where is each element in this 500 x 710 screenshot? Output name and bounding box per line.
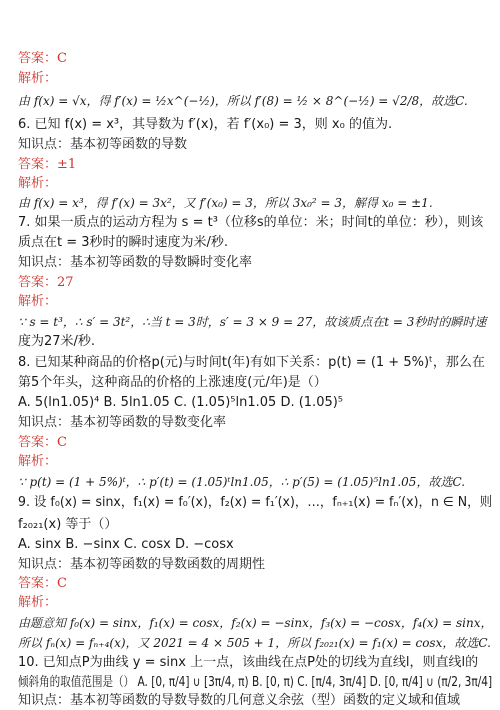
text-line: 7. 如果一质点的运动方程为 s = t³（位移s的单位：米；时间t的单位：秒），则该	[18, 215, 484, 230]
text-line: 8. 已知某种商品的价格p(元)与时间t(年)有如下关系：p(t) = (1 + 5%)ᵗ，那么在	[18, 355, 485, 370]
text-line: 由题意知 f₀(x) = sinx，f₁(x) = cosx，f₂(x) = −sinx，f₃(x) = −cosx，f₄(x) = sinx，	[18, 616, 493, 630]
text-line: ∵ s = t³，∴ s′ = 3t²，∴当 t = 3时，s′ = 3 × 9 = 27，故该质点在t = 3秒时的瞬时速	[18, 315, 487, 329]
text-line: 答案：C	[18, 435, 67, 450]
text-line: 质点在t = 3秒时的瞬时速度为米/秒.	[18, 235, 229, 250]
text-line: f₂₀₂₁(x) 等于（）	[18, 517, 118, 532]
text-line: 9. 设 f₀(x) = sinx，f₁(x) = f₀′(x)，f₂(x) = f₁′(x)，…，fₙ₊₁(x) = fₙ′(x)，n ∈ N，则	[18, 495, 493, 510]
text-line: 度为27米/秒.	[18, 334, 96, 349]
text-line: 由 f(x) = x³，得 f′(x) = 3x²，又 f′(x₀) = 3，所以 3x₀² = 3，解得 x₀ = ±1.	[18, 196, 433, 210]
text-line: 答案：C	[18, 51, 67, 66]
text-line: 10. 已知点P为曲线 y = sinx 上一点，该曲线在点P处的切线为直线l，则直线l的	[18, 655, 479, 670]
text-line: 解析：	[18, 454, 58, 469]
text-line: A. sinx B. −sinx C. cosx D. −cosx	[18, 537, 234, 552]
text-line: 解析：	[18, 176, 58, 191]
text-line: 解析：	[18, 294, 58, 309]
text-line: 知识点：基本初等函数的导数	[18, 137, 188, 152]
text-line: 答案：C	[18, 576, 67, 591]
text-line: 知识点：基本初等函数的导数函数的周期性	[18, 557, 266, 572]
text-line: 知识点：基本初等函数的导数瞬时变化率	[18, 255, 253, 270]
text-line: A. 5(ln1.05)⁴ B. 5ln1.05 C. (1.05)⁵ln1.05 D. (1.05)⁵	[18, 395, 344, 410]
text-line: 6. 已知 f(x) = x³，其导数为 f′(x)，若 f′(x₀) = 3，则 x₀ 的值为.	[18, 117, 393, 132]
text-line: 答案：±1	[18, 157, 77, 172]
text-line: 所以 fₙ(x) = fₙ₊₄(x)，又 2021 = 4 × 505 + 1，所以 f₂₀₂₁(x) = f₁(x) = cosx，故选C.	[18, 636, 491, 650]
text-line: 解析：	[18, 71, 58, 86]
text-line: ∵ p(t) = (1 + 5%)ᵗ，∴ p′(t) = (1.05)ᵗln1.05，∴ p′(5) = (1.05)⁵ln1.05，故选C.	[18, 475, 466, 489]
text-line: 由 f(x) = √x，得 f′(x) = ½x^(−½)，所以 f′(8) = ½ × 8^(−½) = √2/8，故选C.	[18, 94, 468, 108]
text-line: 知识点：基本初等函数的导数导数的几何意义余弦（型）函数的定义域和值域	[18, 693, 461, 708]
text-line: 答案：27	[18, 275, 74, 290]
text-line: 知识点：基本初等函数的导数变化率	[18, 415, 227, 430]
text-line: 第5个年头，这种商品的价格的上涨速度(元/年)是（）	[18, 375, 327, 390]
text-line: 解析：	[18, 595, 58, 610]
text-line: 倾斜角的取值范围是（） A. [0, π/4] ∪ [3π/4, π) B. [0, π) C. [π/4, 3π/4] D. [0, π/4] ∪ (π/2, 3π/4]	[18, 675, 493, 690]
